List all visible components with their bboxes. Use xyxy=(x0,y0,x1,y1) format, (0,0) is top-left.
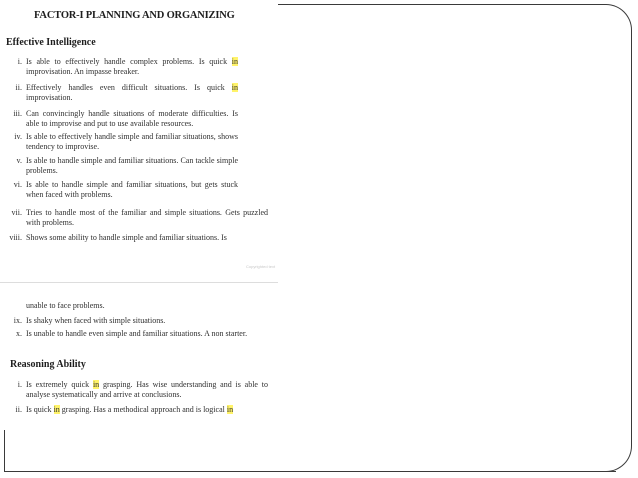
watermark: Copyrighted text xyxy=(246,264,276,269)
continuation-line: unable to face problems. xyxy=(26,301,105,310)
list-item-text: Is extremely quick in grasping. Has wise understanding and is able to analyse systematically and arrive at conclusions. xyxy=(26,380,268,400)
list-item-number: i. xyxy=(17,380,22,389)
list-item xyxy=(2,208,268,228)
section-heading-effective-intelligence: Effective Intelligence xyxy=(6,37,96,48)
list-item-text: Is able to effectively handle simple and familiar situations, shows tendency to improvise. xyxy=(26,132,238,152)
list-item-text: Is able to handle simple and familiar situations, but gets stuck when faced with problems. xyxy=(26,180,238,200)
list-item-number: iii. xyxy=(13,109,22,118)
list-item-text: Is quick in grasping. Has a methodical approach and is logical in xyxy=(26,405,234,414)
list-item-number: ii. xyxy=(15,83,22,92)
list-item-number: ix. xyxy=(13,316,22,325)
document-page-2 xyxy=(0,290,278,430)
highlighted-word: in xyxy=(231,57,238,66)
list-item xyxy=(2,83,238,103)
list-item-number: vi. xyxy=(13,180,22,189)
list-item-text: Can convincingly handle situations of moderate difficulties. Is able to improvise and put to use available resources. xyxy=(26,109,238,129)
list-item-text: Is able to handle simple and familiar situations. Can tackle simple problems. xyxy=(26,156,238,176)
section-heading-reasoning-ability: Reasoning Ability xyxy=(10,359,86,370)
document-page-1 xyxy=(0,0,278,283)
list-item-number: x. xyxy=(16,329,22,338)
slide-frame-bottom-edge xyxy=(4,471,616,472)
list-item-text: Tries to handle most of the familiar and simple situations. Gets puzzled with problems. xyxy=(26,208,268,228)
list-item xyxy=(2,380,268,400)
list-item-number: iv. xyxy=(14,132,22,141)
list-item xyxy=(2,316,268,326)
highlighted-word: in xyxy=(53,405,60,414)
list-item-text: Shows some ability to handle simple and familiar situations. Is xyxy=(26,233,227,242)
list-item-number: ii. xyxy=(15,405,22,414)
highlighted-word: in xyxy=(226,405,234,414)
list-item-number: v. xyxy=(16,156,22,165)
highlighted-word: in xyxy=(92,380,100,389)
list-item xyxy=(2,405,270,415)
list-item-text: Is able to effectively handle complex problems. Is quick in improvisation. An impasse breaker. xyxy=(26,57,238,77)
list-item xyxy=(2,57,238,77)
list-item xyxy=(2,109,238,129)
list-item-text: Is unable to handle even simple and familiar situations. A non starter. xyxy=(26,329,248,338)
list-item xyxy=(2,180,238,200)
list-item-number: i. xyxy=(17,57,22,66)
list-item-text: Is shaky when faced with simple situations. xyxy=(26,316,166,325)
list-item xyxy=(2,233,268,243)
list-item xyxy=(2,156,238,176)
list-item-number: viii. xyxy=(9,233,22,242)
list-item-number: vii. xyxy=(11,208,22,217)
list-item xyxy=(2,329,268,339)
highlighted-word: in xyxy=(231,83,238,92)
list-item xyxy=(2,132,238,152)
list-item-text: Effectively handles even difficult situations. Is quick in improvisation. xyxy=(26,83,238,103)
page-title: FACTOR-I PLANNING AND ORGANIZING xyxy=(34,10,235,21)
